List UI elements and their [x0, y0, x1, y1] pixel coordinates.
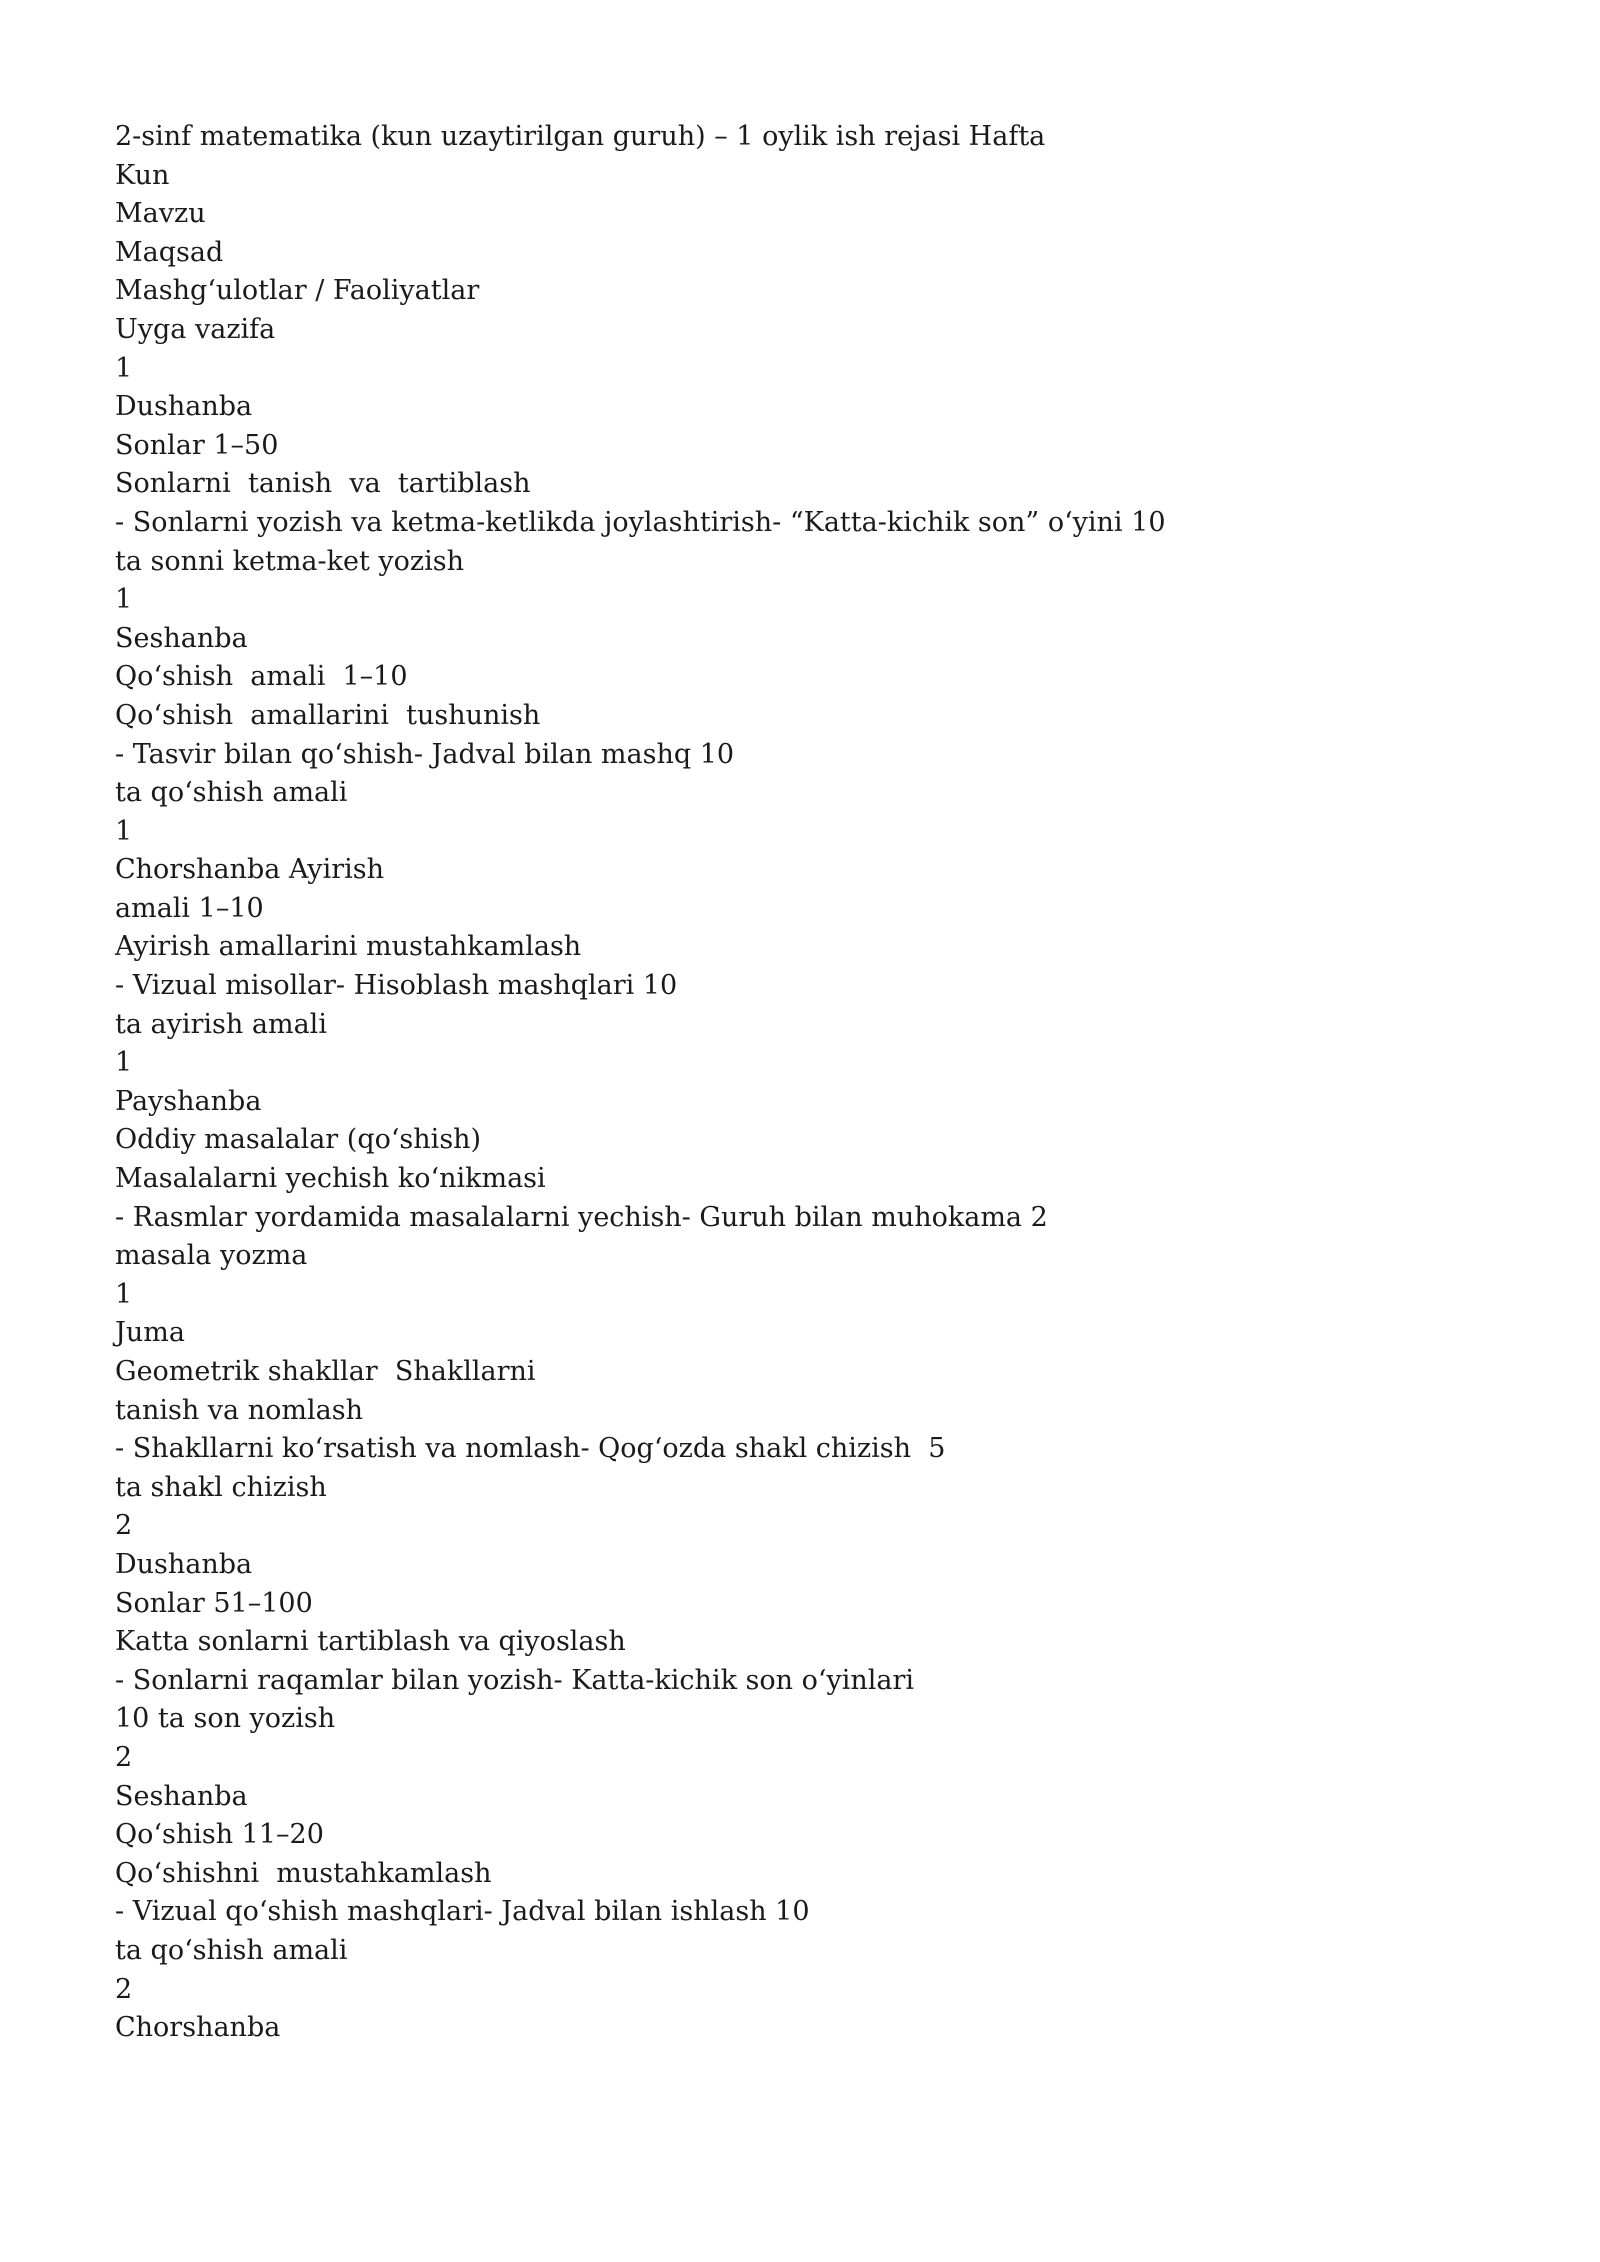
homework-text: ta qo‘shish amali	[115, 1934, 348, 1966]
week-number: 1	[115, 1047, 133, 1079]
activities-text: - Tasvir bilan qo‘shish- Jadval bilan mashq 10	[115, 738, 735, 770]
week-number: 1	[115, 1278, 133, 1310]
homework-text: ta qo‘shish amali	[115, 777, 348, 809]
goal-text: Qo‘shishni mustahkamlash	[115, 1857, 492, 1889]
activities-text: - Sonlarni yozish va ketma-ketlikda joylashtirish- “Katta-kichik son” o‘yini 10	[115, 506, 1166, 538]
day-name: Seshanba	[115, 1780, 248, 1812]
day-name: Payshanba	[115, 1085, 262, 1117]
document-title: 2-sinf matematika (kun uzaytirilgan guruh) – 1 oylik ish rejasi Hafta	[115, 121, 1046, 152]
week-number: 1	[115, 815, 133, 847]
homework-text: masala yozma	[115, 1240, 308, 1272]
goal-text: tanish va nomlash	[115, 1394, 363, 1426]
header-topic: Mavzu	[115, 198, 206, 230]
week-number: 1	[115, 584, 133, 616]
day-name: Chorshanba	[115, 2012, 281, 2044]
topic-text: Oddiy masalalar (qo‘shish)	[115, 1124, 482, 1156]
week-number: 2	[115, 1510, 133, 1542]
homework-text: ta ayirish amali	[115, 1008, 327, 1040]
goal-text: Qo‘shish amallarini tushunish	[115, 699, 541, 731]
homework-text: 10 ta son yozish	[115, 1703, 336, 1735]
topic-text: Sonlar 51–100	[115, 1587, 313, 1619]
topic-text: Qo‘shish amali 1–10	[115, 661, 408, 693]
topic-text: Qo‘shish 11–20	[115, 1819, 324, 1851]
topic-text: Sonlar 1–50	[115, 429, 279, 461]
goal-text: Sonlarni tanish va tartiblash	[115, 468, 531, 500]
activities-text: - Vizual misollar- Hisoblash mashqlari 10	[115, 970, 678, 1002]
day-name: Dushanba	[115, 1548, 253, 1580]
activities-text: - Rasmlar yordamida masalalarni yechish- Guruh bilan muhokama 2	[115, 1201, 1048, 1233]
activities-text: - Shakllarni ko‘rsatish va nomlash- Qog‘ozda shakl chizish 5	[115, 1433, 946, 1465]
activities-text: - Vizual qo‘shish mashqlari- Jadval bilan ishlash 10	[115, 1896, 810, 1928]
topic-text: Geometrik shakllar Shakllarni	[115, 1356, 536, 1387]
goal-text: Ayirish amallarini mustahkamlash	[115, 931, 582, 963]
week-number: 1	[115, 352, 133, 384]
homework-text: ta shakl chizish	[115, 1471, 327, 1503]
document-body	[115, 118, 1495, 2048]
homework-text: ta sonni ketma-ket yozish	[115, 545, 465, 577]
day-name: Seshanba	[115, 622, 248, 654]
header-homework: Uyga vazifa	[115, 313, 276, 345]
header-activities: Mashg‘ulotlar / Faoliyatlar	[115, 275, 480, 307]
activities-text: - Sonlarni raqamlar bilan yozish- Katta-kichik son o‘yinlari	[115, 1664, 914, 1696]
week-number: 2	[115, 1973, 133, 2005]
goal-text: Katta sonlarni tartiblash va qiyoslash	[115, 1626, 626, 1658]
header-goal: Maqsad	[115, 236, 224, 268]
goal-text: Masalalarni yechish ko‘nikmasi	[115, 1163, 546, 1195]
day-name: Juma	[115, 1317, 185, 1349]
header-day: Kun	[115, 159, 170, 191]
day-name: Dushanba	[115, 391, 253, 423]
week-number: 2	[115, 1741, 133, 1773]
topic-text: amali 1–10	[115, 892, 264, 924]
day-name: Chorshanba Ayirish	[115, 854, 384, 886]
